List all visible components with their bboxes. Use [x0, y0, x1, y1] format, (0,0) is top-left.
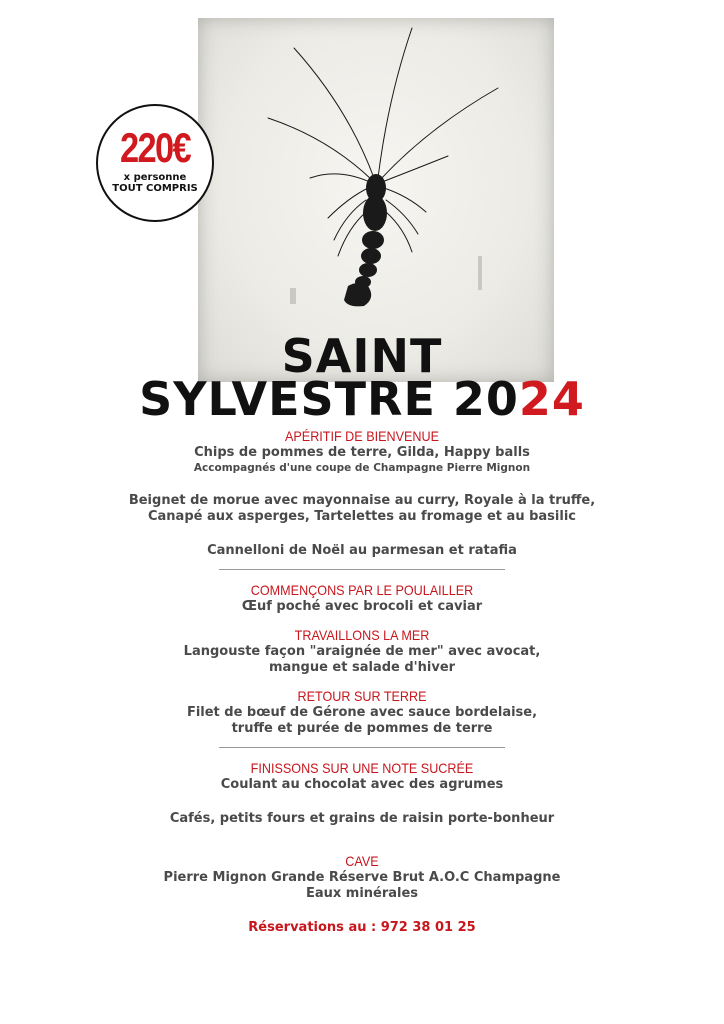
menu-line: Langouste façon "araignée de mer" avec avocat, [183, 644, 541, 659]
section-heading-poulailler: COMMENÇONS PAR LE POULAILLER [250, 582, 474, 598]
section-heading-terre: RETOUR SUR TERRE [297, 688, 427, 704]
title-year-prefix: SYLVESTRE 20 [139, 372, 519, 426]
section-heading-cave: CAVE [345, 853, 379, 869]
menu-line: mangue et salade d'hiver [268, 660, 456, 675]
divider [219, 569, 505, 570]
menu-line: Filet de bœuf de Gérone avec sauce bordelaise, [186, 705, 538, 720]
menu-line: Cannelloni de Noël au parmesan et ratafia [207, 543, 517, 558]
menu-line: Eaux minérales [305, 886, 419, 901]
menu-line: Beignet de morue avec mayonnaise au curry, Royale à la truffe, [128, 493, 596, 508]
section-heading-mer: TRAVAILLONS LA MER [294, 627, 430, 643]
menu-line-small: Accompagnés d'une coupe de Champagne Pierre Mignon [193, 462, 531, 474]
price-per-person: x personne [123, 172, 187, 183]
page-title-line1: SAINT [281, 329, 443, 383]
menu-line: Canapé aux asperges, Tartelettes au fromage et au basilic [147, 509, 576, 524]
lobster-illustration [198, 18, 554, 382]
title-year-accent: 24 [518, 372, 585, 426]
lobster-icon [198, 18, 554, 382]
reservations-phone: Réservations au : 972 38 01 25 [248, 920, 476, 935]
menu-line: Pierre Mignon Grande Réserve Brut A.O.C Champagne [163, 870, 561, 885]
price-amount: 220€ [119, 124, 191, 171]
section-heading-aperitif: APÉRITIF DE BIENVENUE [284, 428, 440, 444]
menu-line: truffe et purée de pommes de terre [231, 721, 493, 736]
divider [219, 747, 505, 748]
menu-line: Œuf poché avec brocoli et caviar [241, 599, 483, 614]
page-title-line2 [0, 372, 724, 426]
price-all-included: TOUT COMPRIS [112, 183, 198, 194]
price-badge [96, 104, 214, 222]
menu-line: Cafés, petits fours et grains de raisin porte-bonheur [169, 811, 555, 826]
menu-line: Chips de pommes de terre, Gilda, Happy balls [194, 445, 530, 460]
menu-line: Coulant au chocolat avec des agrumes [220, 777, 504, 792]
section-heading-sucree: FINISSONS SUR UNE NOTE SUCRÉE [250, 760, 474, 776]
menu [0, 428, 724, 936]
